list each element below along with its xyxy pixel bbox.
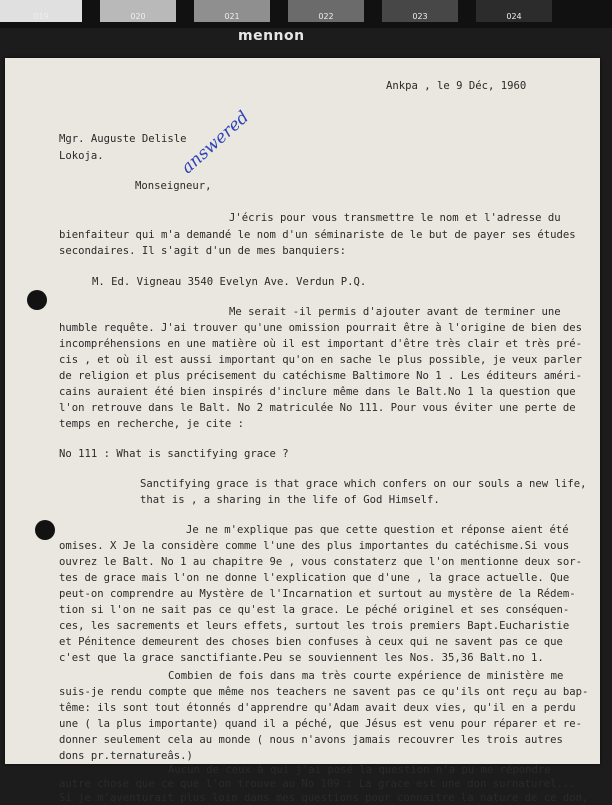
body-line: omises. X Je la considère comme l'une des plus importantes du catéchisme.Si vous (59, 540, 570, 552)
salutation: Monseigneur, (135, 180, 212, 192)
brand-logo: mennon (238, 28, 305, 44)
swatch-number: 023 (412, 12, 428, 21)
quoted-answer: that is , a sharing in the life of God Himself. (140, 494, 440, 506)
punch-hole (27, 290, 47, 310)
body-line: tes de grace mais l'on ne donne l'explication que d'une , la grace actuelle. Que (59, 572, 570, 584)
body-line: Je ne m'explique pas que cette question et réponse aient été (186, 524, 569, 536)
recipient-line: Lokoja. (59, 150, 104, 162)
color-swatch (194, 0, 270, 22)
body-line: Combien de fois dans ma très courte expérience de ministère me (168, 670, 564, 682)
place-date: Ankpa , le 9 Déc, 1960 (386, 80, 527, 92)
color-target-strip (0, 0, 612, 28)
body-line: peut-on comprendre au Mystère de l'Incarnation et surtout au mystère de la Rédem- (59, 588, 576, 600)
body-line: temps en recherche, je cite : (59, 418, 244, 430)
color-swatch (288, 0, 364, 22)
body-line: incompréhensions en une matière où il est important d'être très clair et très pré- (59, 338, 582, 350)
body-line: secondaires. Il s'agit d'un de mes banquiers: (59, 245, 347, 257)
body-line: dons pr.ternatureâs.) (59, 750, 193, 762)
body-line: autre chose que ce que l'on trouve au No 109 : La grace est une don surnaturel... (59, 778, 576, 790)
color-swatch (100, 0, 176, 22)
body-line: Aucun de ceux à qui j'ai posé la question n'a pu me répondre (168, 764, 551, 776)
swatch-number: 019 (33, 12, 49, 21)
body-line: ces, les sacrements et leurs effets, surtout les trois premiers Bapt.Eucharistie (59, 620, 570, 632)
quoted-question: No 111 : What is sanctifying grace ? (59, 448, 289, 460)
body-line: ouvrez le Balt. No 1 au chapitre 9e , vous constaterz que l'on mentionne deux sor- (59, 556, 582, 568)
body-line: suis-je rendu compte que même nos teachers ne savent pas ce qu'ils ont reçu au bap- (59, 686, 589, 698)
body-line: donner seulement cela au monde ( nous n'avons jamais recouvrer les trois autres (59, 734, 563, 746)
letter-page (5, 58, 600, 804)
body-line: l'on retrouve dans le Balt. No 2 matriculée No 111. Pour vous éviter une perte de (59, 402, 576, 414)
swatch-number: 021 (224, 12, 240, 21)
body-line: cains auraient été bien inspirés d'inclure même dans le Balt.No 1 la question que (59, 386, 576, 398)
swatch-number: 020 (130, 12, 146, 21)
quoted-answer: Sanctifying grace is that grace which confers on our souls a new life, (140, 478, 587, 490)
swatch-number: 024 (506, 12, 522, 21)
body-line: humble requête. J'ai trouver qu'une omission pourrait être à l'origine de bien des (59, 322, 582, 334)
body-line: tion si l'on ne sait pas ce qu'est la grace. Le péché originel et ses conséquen- (59, 604, 570, 616)
body-line: Me serait -il permis d'ajouter avant de terminer une (229, 306, 561, 318)
body-line: bienfaiteur qui m'a demandé le nom d'un séminariste de le but de payer ses études (59, 229, 576, 241)
address-line: M. Ed. Vigneau 3540 Evelyn Ave. Verdun P.Q. (92, 276, 367, 288)
body-line: cis , et où il est aussi important qu'on en sache le plus possible, je veux parler (59, 354, 582, 366)
body-line: Si je m'aventurait plus loin dans mes questions pour connaitre la nature de ce don, (59, 792, 589, 804)
body-line: une ( la plus importante) quand il a péché, que Jésus est venu pour réparer et re- (59, 718, 582, 730)
body-line: tême: ils sont tout étonnés d'apprendre qu'Adam avait deux vies, qu'il en a perdu (59, 702, 576, 714)
body-line: c'est que la grace sanctifiante.Peu se souviennent les Nos. 35,36 Balt.no 1. (59, 652, 544, 664)
swatch-number: 022 (318, 12, 334, 21)
color-swatch (476, 0, 552, 22)
body-line: de religion et plus précisement du catéchisme Baltimore No 1 . Les éditeurs améri- (59, 370, 582, 382)
punch-hole (35, 520, 55, 540)
body-line: J'écris pour vous transmettre le nom et l'adresse du (229, 212, 561, 224)
handwritten-annotation: answered (177, 107, 254, 178)
color-swatch (0, 0, 82, 22)
recipient-line: Mgr. Auguste Delisle (59, 133, 187, 145)
color-swatch (382, 0, 458, 22)
body-line: et Pénitence demeurent des choses bien confuses à ceux qui ne savent pas ce que (59, 636, 563, 648)
